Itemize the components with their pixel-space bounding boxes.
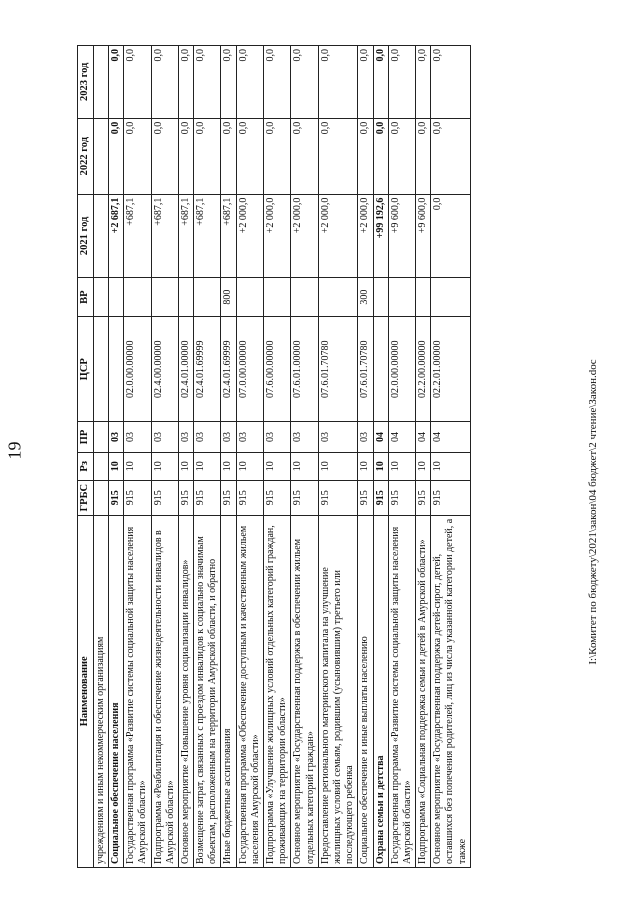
cell-2022: 0,0 — [194, 118, 221, 194]
cell-rz: 10 — [108, 452, 123, 480]
cell-2023: 0,0 — [108, 46, 123, 119]
budget-table — [77, 45, 471, 868]
cell-rz: 10 — [264, 452, 291, 480]
table-row — [178, 46, 193, 868]
cell-name: Государственная программа «Обеспечение доступным и качественным жильем населения Амурской области» — [236, 515, 263, 867]
table-row — [264, 46, 291, 868]
cell-csr: 07.6.00.00000 — [264, 317, 291, 422]
cell-rz: 10 — [151, 452, 178, 480]
cell-2021: +2 687,1 — [108, 194, 123, 278]
cell-pr: 03 — [221, 422, 236, 452]
cell-pr: 03 — [124, 422, 151, 452]
cell-2023: 0,0 — [431, 46, 471, 119]
cell-2022 — [93, 118, 108, 194]
cell-vr: 300 — [358, 278, 373, 317]
cell-name: Государственная программа «Развитие системы социальной защиты населения Амурской области» — [124, 515, 151, 867]
table-row — [151, 46, 178, 868]
table-row — [291, 46, 318, 868]
cell-name: Возмещение затрат, связанных с проездом инвалидов к социально значимым объектам, расположенным на территории Амурской области, и обратно — [194, 515, 221, 867]
cell-vr — [291, 278, 318, 317]
cell-rz: 10 — [291, 452, 318, 480]
header-grbs: ГРБС — [78, 480, 94, 515]
budget-table-container — [77, 45, 567, 868]
header-csr: ЦСР — [78, 317, 94, 422]
cell-2021: +687,1 — [178, 194, 193, 278]
cell-pr: 03 — [108, 422, 123, 452]
table-row — [416, 46, 431, 868]
cell-pr: 03 — [194, 422, 221, 452]
cell-name: учреждениям и иным некоммерческим организациям — [93, 515, 108, 867]
header-2023: 2023 год — [78, 46, 94, 119]
cell-grbs: 915 — [264, 480, 291, 515]
cell-grbs: 915 — [318, 480, 358, 515]
cell-pr: 03 — [264, 422, 291, 452]
cell-name: Основное мероприятие «Государственная поддержка в обеспечении жильем отдельных категорий граждан» — [291, 515, 318, 867]
cell-name: Основное мероприятие «Государственная поддержка детей-сирот, детей, оставшихся без попечения родителей, лиц из числа указанной категории детей, а также — [431, 515, 471, 867]
cell-vr — [416, 278, 431, 317]
cell-rz: 10 — [178, 452, 193, 480]
cell-grbs: 915 — [194, 480, 221, 515]
cell-grbs: 915 — [124, 480, 151, 515]
cell-2022: 0,0 — [416, 118, 431, 194]
cell-2023: 0,0 — [178, 46, 193, 119]
cell-2023 — [93, 46, 108, 119]
cell-grbs — [93, 480, 108, 515]
cell-name: Охрана семьи и детства — [373, 515, 388, 867]
cell-vr — [178, 278, 193, 317]
cell-pr: 03 — [236, 422, 263, 452]
cell-grbs: 915 — [373, 480, 388, 515]
cell-grbs: 915 — [151, 480, 178, 515]
cell-rz: 10 — [388, 452, 415, 480]
cell-grbs: 915 — [431, 480, 471, 515]
cell-rz: 10 — [373, 452, 388, 480]
cell-vr: 800 — [221, 278, 236, 317]
cell-csr: 07.6.01.00000 — [291, 317, 318, 422]
cell-vr — [388, 278, 415, 317]
cell-2022: 0,0 — [178, 118, 193, 194]
header-2022: 2022 год — [78, 118, 94, 194]
cell-grbs: 915 — [178, 480, 193, 515]
header-rz: Рз — [78, 452, 94, 480]
cell-csr: 02.4.01.00000 — [178, 317, 193, 422]
cell-2023: 0,0 — [124, 46, 151, 119]
table-row — [318, 46, 358, 868]
cell-2023: 0,0 — [388, 46, 415, 119]
cell-rz: 10 — [416, 452, 431, 480]
cell-2023: 0,0 — [151, 46, 178, 119]
cell-csr: 02.2.00.00000 — [416, 317, 431, 422]
cell-2023: 0,0 — [318, 46, 358, 119]
cell-2021: +99 192,6 — [373, 194, 388, 278]
cell-vr — [264, 278, 291, 317]
cell-name: Подпрограмма «Улучшение жилищных условий отдельных категорий граждан, проживающих на территории области» — [264, 515, 291, 867]
table-body — [93, 46, 470, 868]
header-name: Наименование — [78, 515, 94, 867]
table-header-row — [78, 46, 94, 868]
cell-2023: 0,0 — [194, 46, 221, 119]
cell-rz: 10 — [194, 452, 221, 480]
cell-pr: 04 — [431, 422, 471, 452]
header-2021: 2021 год — [78, 194, 94, 278]
cell-rz: 10 — [318, 452, 358, 480]
cell-2022: 0,0 — [388, 118, 415, 194]
cell-2021: +687,1 — [151, 194, 178, 278]
cell-rz: 10 — [358, 452, 373, 480]
cell-2021: +2 000,0 — [236, 194, 263, 278]
cell-2023: 0,0 — [221, 46, 236, 119]
cell-name: Социальное обеспечение и иные выплаты населению — [358, 515, 373, 867]
table-row — [221, 46, 236, 868]
cell-2022: 0,0 — [291, 118, 318, 194]
table-row — [124, 46, 151, 868]
cell-2023: 0,0 — [236, 46, 263, 119]
cell-2021: +687,1 — [221, 194, 236, 278]
table-row — [431, 46, 471, 868]
cell-csr — [93, 317, 108, 422]
cell-grbs: 915 — [221, 480, 236, 515]
cell-grbs: 915 — [291, 480, 318, 515]
cell-vr — [236, 278, 263, 317]
cell-pr: 04 — [416, 422, 431, 452]
cell-grbs: 915 — [416, 480, 431, 515]
cell-csr — [108, 317, 123, 422]
cell-2023: 0,0 — [373, 46, 388, 119]
cell-pr: 03 — [178, 422, 193, 452]
cell-2022: 0,0 — [373, 118, 388, 194]
cell-2021: +687,1 — [194, 194, 221, 278]
cell-2021 — [93, 194, 108, 278]
cell-grbs: 915 — [388, 480, 415, 515]
cell-csr: 02.0.00.00000 — [124, 317, 151, 422]
table-row — [93, 46, 108, 868]
cell-name: Подпрограмма «Социальная поддержка семьи и детей в Амурской области» — [416, 515, 431, 867]
cell-vr — [108, 278, 123, 317]
cell-2022: 0,0 — [358, 118, 373, 194]
header-vr: ВР — [78, 278, 94, 317]
cell-csr: 07.0.00.00000 — [236, 317, 263, 422]
table-row — [236, 46, 263, 868]
cell-csr: 02.0.00.00000 — [388, 317, 415, 422]
cell-grbs: 915 — [358, 480, 373, 515]
header-pr: ПР — [78, 422, 94, 452]
footer-path: I:\Комитет по бюджету\2021\закон\04 бюджет\2 чтение\Закон.doc — [587, 359, 599, 665]
cell-2022: 0,0 — [318, 118, 358, 194]
cell-csr — [373, 317, 388, 422]
cell-rz — [93, 452, 108, 480]
cell-rz: 10 — [431, 452, 471, 480]
cell-2021: +2 000,0 — [291, 194, 318, 278]
cell-csr: 02.2.01.00000 — [431, 317, 471, 422]
cell-name: Предоставление регионального материнского капитала на улучшение жилищных условий семьям, родившим (усыновившим) третьего или последующего ребенка — [318, 515, 358, 867]
cell-name: Социальное обеспечение населения — [108, 515, 123, 867]
cell-2021: +9 600,0 — [416, 194, 431, 278]
cell-pr: 03 — [358, 422, 373, 452]
cell-2021: +9 600,0 — [388, 194, 415, 278]
page-number — [0, 0, 40, 905]
cell-vr — [318, 278, 358, 317]
cell-vr — [124, 278, 151, 317]
cell-grbs: 915 — [236, 480, 263, 515]
cell-csr: 02.4.00.00000 — [151, 317, 178, 422]
cell-vr — [431, 278, 471, 317]
table-row — [194, 46, 221, 868]
cell-grbs: 915 — [108, 480, 123, 515]
cell-rz: 10 — [236, 452, 263, 480]
cell-pr: 04 — [373, 422, 388, 452]
cell-rz: 10 — [124, 452, 151, 480]
cell-2023: 0,0 — [358, 46, 373, 119]
cell-2021: +2 000,0 — [264, 194, 291, 278]
cell-pr — [93, 422, 108, 452]
table-row — [108, 46, 123, 868]
cell-vr — [373, 278, 388, 317]
cell-pr: 03 — [318, 422, 358, 452]
cell-csr: 07.6.01.70780 — [318, 317, 358, 422]
cell-vr — [194, 278, 221, 317]
cell-pr: 03 — [151, 422, 178, 452]
table-row — [358, 46, 373, 868]
cell-2023: 0,0 — [291, 46, 318, 119]
cell-2022: 0,0 — [264, 118, 291, 194]
cell-2022: 0,0 — [124, 118, 151, 194]
cell-csr: 02.4.01.69999 — [221, 317, 236, 422]
table-row — [388, 46, 415, 868]
cell-2023: 0,0 — [416, 46, 431, 119]
cell-csr: 07.6.01.70780 — [358, 317, 373, 422]
cell-pr: 03 — [291, 422, 318, 452]
cell-2021: +687,1 — [124, 194, 151, 278]
table-row — [373, 46, 388, 868]
cell-2021: +2 000,0 — [358, 194, 373, 278]
cell-2022: 0,0 — [151, 118, 178, 194]
cell-name: Иные бюджетные ассигнования — [221, 515, 236, 867]
cell-rz: 10 — [221, 452, 236, 480]
cell-vr — [93, 278, 108, 317]
cell-csr: 02.4.01.69999 — [194, 317, 221, 422]
cell-2022: 0,0 — [236, 118, 263, 194]
cell-name: Подпрограмма «Реабилитация и обеспечение жизнедеятельности инвалидов в Амурской области» — [151, 515, 178, 867]
cell-name: Основное мероприятие «Повышение уровня социализации инвалидов» — [178, 515, 193, 867]
cell-vr — [151, 278, 178, 317]
cell-2021: 0,0 — [431, 194, 471, 278]
cell-2021: +2 000,0 — [318, 194, 358, 278]
cell-2022: 0,0 — [221, 118, 236, 194]
cell-2022: 0,0 — [431, 118, 471, 194]
footer — [573, 0, 613, 905]
cell-name: Государственная программа «Развитие системы социальной защиты населения Амурской области» — [388, 515, 415, 867]
cell-2023: 0,0 — [264, 46, 291, 119]
cell-pr: 04 — [388, 422, 415, 452]
cell-2022: 0,0 — [108, 118, 123, 194]
page-number-text: 19 — [4, 441, 25, 460]
